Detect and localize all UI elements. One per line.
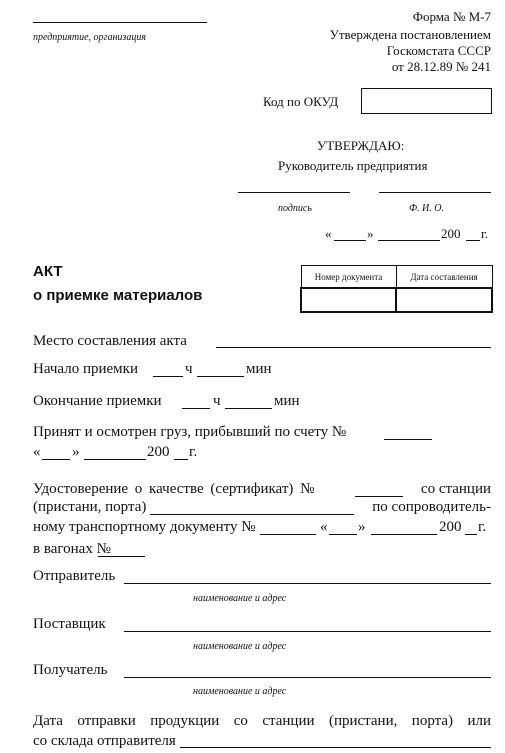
end-hour-line[interactable] bbox=[182, 408, 210, 409]
dispatch-line[interactable] bbox=[180, 747, 491, 748]
signature-line[interactable] bbox=[238, 192, 350, 193]
cargo-date-quote-open: « bbox=[33, 444, 41, 460]
receiver-line[interactable] bbox=[124, 677, 491, 678]
end-min-line[interactable] bbox=[225, 408, 272, 409]
approve-date-day-line[interactable] bbox=[334, 240, 366, 241]
organization-line[interactable] bbox=[33, 22, 207, 23]
sender-caption: наименование и адрес bbox=[193, 593, 287, 604]
sender-line[interactable] bbox=[124, 583, 491, 584]
cert-line-3-text: ному транспортному документу № bbox=[33, 519, 256, 535]
form-number: Форма № М-7 bbox=[412, 9, 491, 24]
supplier-label: Поставщик bbox=[33, 616, 106, 632]
signature-caption: подпись bbox=[278, 203, 312, 214]
cert-line-2-accompany: по сопроводитель- bbox=[372, 499, 491, 515]
act-subtitle: о приемке материалов bbox=[33, 287, 203, 304]
approve-date-month-line[interactable] bbox=[378, 240, 440, 241]
receiver-label: Получатель bbox=[33, 662, 108, 678]
receiver-caption: наименование и адрес bbox=[193, 686, 287, 697]
doc-number-header: Номер документа bbox=[301, 266, 396, 289]
cargo-invoice-line[interactable] bbox=[384, 439, 432, 440]
cert-date-month-line[interactable] bbox=[371, 534, 437, 535]
approval-line-3: от 28.12.89 № 241 bbox=[391, 59, 491, 74]
supplier-caption: наименование и адрес bbox=[193, 641, 287, 652]
cert-date-year: 200 bbox=[439, 519, 462, 535]
sender-label: Отправитель bbox=[33, 568, 116, 584]
doc-number-cell[interactable] bbox=[301, 288, 396, 312]
start-label: Начало приемки bbox=[33, 361, 138, 377]
end-min-unit: мин bbox=[274, 393, 300, 409]
cert-line-1-text: Удостоверение о качестве (сертификат) № bbox=[33, 481, 315, 497]
doc-date-cell[interactable] bbox=[396, 288, 492, 312]
start-hour-line[interactable] bbox=[153, 376, 183, 377]
approve-date-quote-close: » bbox=[367, 226, 374, 241]
supplier-line[interactable] bbox=[124, 631, 491, 632]
approve-date-suffix: г. bbox=[481, 226, 489, 241]
doc-date-header: Дата составления bbox=[396, 266, 492, 289]
cargo-date-year: 200 bbox=[147, 444, 170, 460]
okud-code-box[interactable] bbox=[361, 88, 492, 114]
approval-line-2: Госкомстата СССР bbox=[386, 43, 491, 58]
cargo-date-month-line[interactable] bbox=[84, 459, 146, 460]
cert-date-year-line[interactable] bbox=[465, 534, 477, 535]
approval-line-1: Утверждена постановлением bbox=[329, 27, 491, 42]
cert-line-1-station: со станции bbox=[420, 481, 491, 497]
start-hour-unit: ч bbox=[185, 361, 193, 377]
cargo-date-year-line[interactable] bbox=[174, 459, 188, 460]
approve-date-quote-open: « bbox=[325, 226, 332, 241]
cert-date-quote-close: » bbox=[358, 519, 366, 535]
start-min-unit: мин bbox=[246, 361, 272, 377]
act-title: АКТ bbox=[33, 263, 63, 280]
fio-caption: Ф. И. О. bbox=[409, 203, 444, 214]
transport-doc-number-line[interactable] bbox=[260, 534, 316, 535]
approve-role: Руководитель предприятия bbox=[278, 158, 428, 173]
organization-caption: предприятие, организация bbox=[33, 32, 146, 43]
cert-station-line[interactable] bbox=[150, 514, 354, 515]
cargo-label: Принят и осмотрен груз, прибывший по счету № bbox=[33, 424, 347, 440]
cert-number-line[interactable] bbox=[355, 496, 403, 497]
cargo-date-day-line[interactable] bbox=[42, 459, 70, 460]
cargo-date-quote-close: » bbox=[72, 444, 80, 460]
place-line[interactable] bbox=[216, 347, 491, 348]
dispatch-line-2: со склада отправителя bbox=[33, 733, 176, 749]
cert-date-suffix: г. bbox=[478, 519, 487, 535]
end-label: Окончание приемки bbox=[33, 393, 162, 409]
place-label: Место составления акта bbox=[33, 333, 187, 349]
end-hour-unit: ч bbox=[213, 393, 221, 409]
wagons-label: в вагонах № bbox=[33, 541, 111, 557]
cert-line-2-text: (пристани, порта) bbox=[33, 499, 147, 515]
start-min-line[interactable] bbox=[197, 376, 244, 377]
document-table bbox=[300, 265, 493, 313]
cert-date-quote-open: « bbox=[320, 519, 328, 535]
approve-title: УТВЕРЖДАЮ: bbox=[317, 138, 405, 153]
approve-date-year-line[interactable] bbox=[466, 240, 480, 241]
okud-label: Код по ОКУД bbox=[263, 94, 339, 109]
cert-date-day-line[interactable] bbox=[329, 534, 357, 535]
wagons-line[interactable] bbox=[98, 556, 145, 557]
fio-line[interactable] bbox=[379, 192, 491, 193]
dispatch-line-1: Дата отправки продукции со станции (пристани, порта) или bbox=[33, 713, 491, 729]
approve-date-year: 200 bbox=[441, 226, 461, 241]
cargo-date-suffix: г. bbox=[189, 444, 198, 460]
